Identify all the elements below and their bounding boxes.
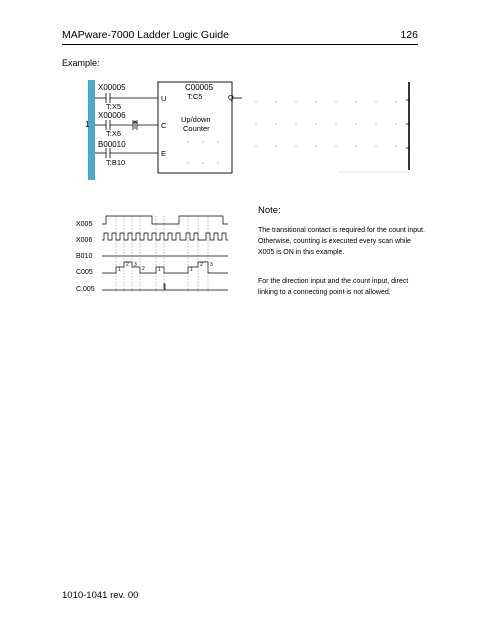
contact-address-2: X00006 xyxy=(98,111,126,120)
pin-q: Q xyxy=(228,93,234,102)
block-tag: T:C5 xyxy=(187,92,203,101)
count-a3: 3 xyxy=(134,262,137,268)
signal-label-x005: X005 xyxy=(76,221,93,228)
c-005-waveform xyxy=(102,284,228,290)
page-footer: 1010-1041 rev. 00 xyxy=(62,590,139,601)
contact-address-3: B00010 xyxy=(98,140,126,149)
contact-tag-1: T:X5 xyxy=(106,102,122,111)
signal-label-x006: X006 xyxy=(76,237,93,244)
x006-waveform xyxy=(102,233,228,240)
block-name-line2: Counter xyxy=(183,124,210,133)
pin-c: C xyxy=(161,121,167,130)
x005-waveform xyxy=(102,216,228,224)
block-name-line1: Up/down xyxy=(181,115,211,124)
count-b1: 1 xyxy=(190,267,193,273)
signal-label-c005: C005 xyxy=(76,269,93,276)
ladder-diagram xyxy=(85,80,418,180)
pin-e: E xyxy=(161,149,167,158)
example-label: Example: xyxy=(62,58,100,68)
count-a2: 2 xyxy=(126,262,129,268)
pin-u: U xyxy=(161,94,167,103)
count-a5: 1 xyxy=(158,267,161,273)
note-section xyxy=(258,205,428,316)
count-a1: 1 xyxy=(118,267,121,273)
block-address: C00005 xyxy=(185,83,214,92)
note-title: Note: xyxy=(258,205,281,216)
page-number: 126 xyxy=(400,29,418,41)
timing-guides xyxy=(116,216,208,292)
count-b3: 3 xyxy=(210,262,213,268)
timing-diagram xyxy=(76,212,254,298)
rail-label: 1 xyxy=(85,120,90,129)
signal-label-b010: B010 xyxy=(76,253,93,260)
contact-tag-3: T:B10 xyxy=(106,158,126,167)
count-b2: 2 xyxy=(200,262,203,268)
note-paragraph-2: For the direction input and the count input, direct linking to a connecting point is not allowed. xyxy=(258,278,409,296)
note-paragraph-1: The transitional contact is required for the count input. Otherwise, counting is executed every scan while X005 is ON in this example. xyxy=(258,227,425,256)
document-title: MAPware-7000 Ladder Logic Guide xyxy=(62,29,229,41)
contact-tag-2: T:X6 xyxy=(106,129,122,138)
signal-label-c-005: C.005 xyxy=(76,286,95,293)
page-header xyxy=(62,28,418,45)
count-a4: 2 xyxy=(142,266,145,272)
contact-address-1: X00005 xyxy=(98,83,126,92)
left-power-rail xyxy=(88,80,95,180)
